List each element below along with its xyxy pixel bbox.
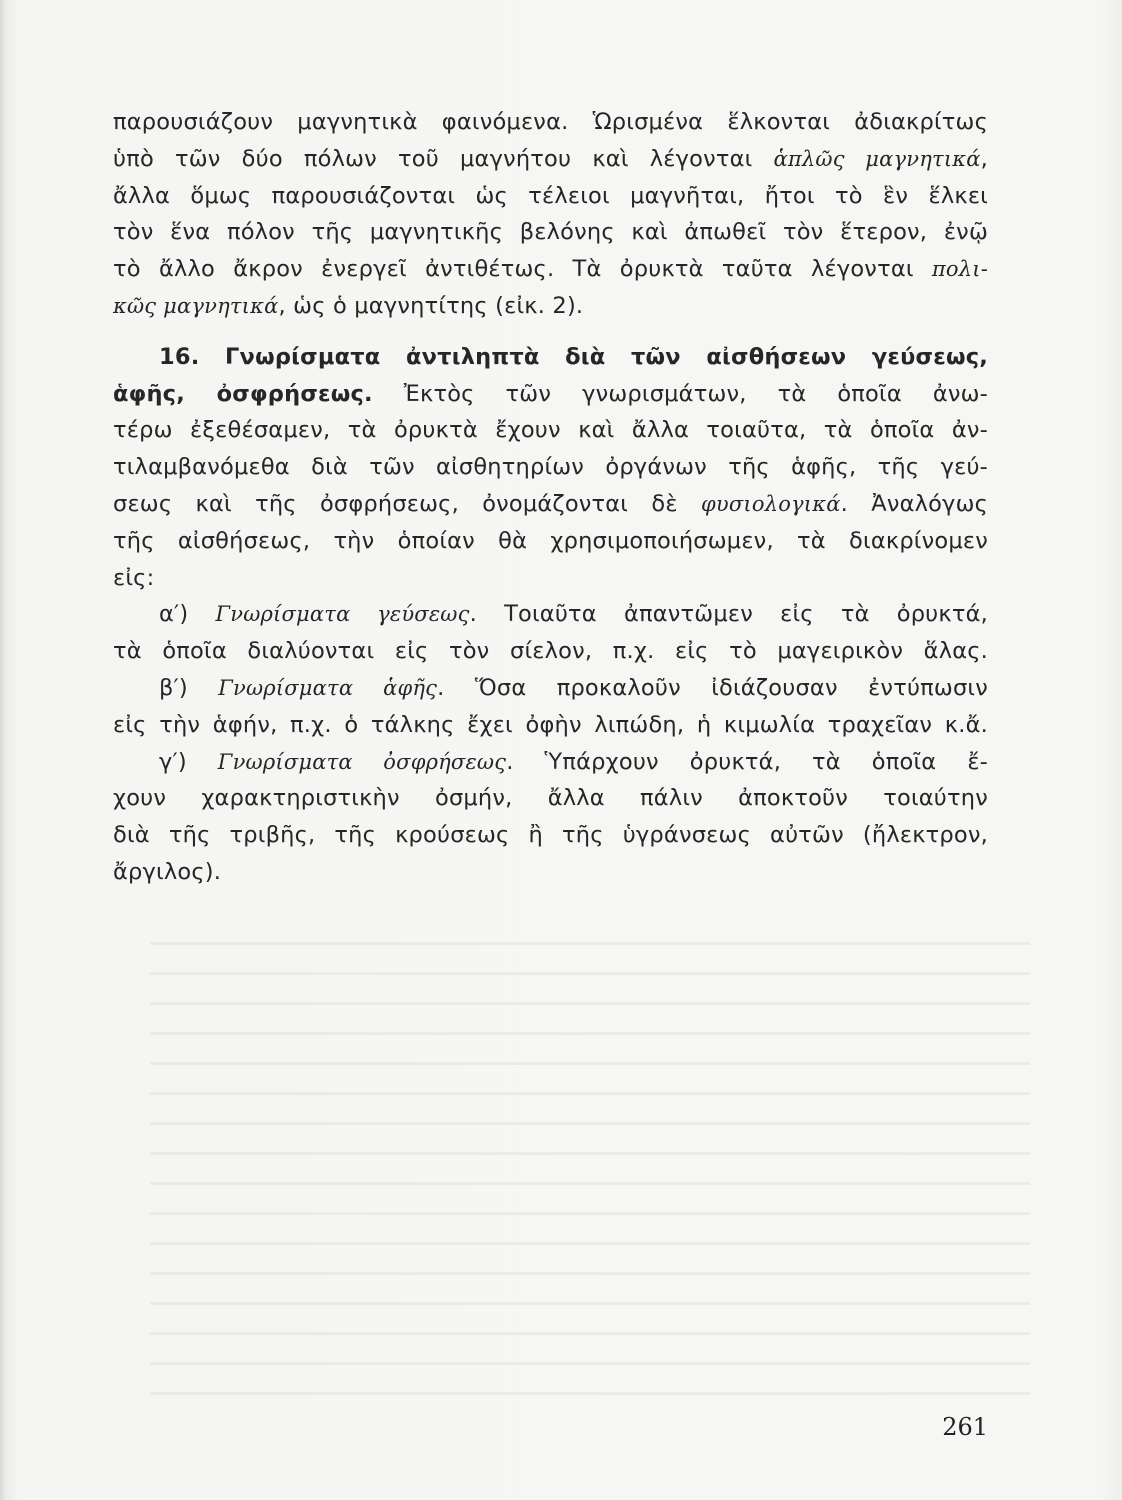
- text-line: κῶς μαγνητικά, ὡς ὁ μαγνητίτης (εἰκ. 2).: [113, 292, 584, 319]
- text-line: διὰ τῆς τριβῆς, τῆς κρούσεως ἢ τῆς ὑγράνσεως αὐτῶν (ἤλεκτρον,: [113, 822, 988, 849]
- section-heading-end: ἁφῆς, ὀσφρήσεως.: [113, 380, 373, 407]
- page-number: 261: [942, 1413, 988, 1441]
- italic-term: ἁπλῶς μαγνητικά: [773, 146, 981, 171]
- text-line: σεως καὶ τῆς ὀσφρήσεως, ὀνομάζονται δὲ φυσιολογικά. Ἀναλόγως: [113, 490, 988, 517]
- text-line: τιλαμβανόμεθα διὰ τῶν αἰσθητηρίων ὀργάνων τῆς ἁφῆς, τῆς γεύ-: [113, 454, 988, 481]
- text-line: εἰς:: [113, 564, 155, 591]
- text-line: τῆς αἰσθήσεως, τὴν ὁποίαν θὰ χρησιμοποιήσωμεν, τὰ διακρίνομεν: [113, 527, 988, 554]
- italic-term: Γνωρίσματα ἁφῆς: [218, 675, 438, 700]
- italic-term: κῶς μαγνητικά: [113, 293, 279, 318]
- section-heading: 16. Γνωρίσματα ἀντιληπτὰ διὰ τῶν αἰσθήσεων γεύσεως,: [159, 343, 988, 370]
- text-line: τὰ ὁποῖα διαλύονται εἰς τὸν σίελον, π.χ. εἰς τὸ μαγειρικὸν ἅλας.: [113, 638, 988, 665]
- italic-term: Γνωρίσματα ὀσφρήσεως: [217, 749, 507, 774]
- italic-term: πολι-: [931, 257, 988, 282]
- list-item-smell: γ′) Γνωρίσματα ὀσφρήσεως. Ὑπάρχουν ὀρυκτά, τὰ ὁποῖα ἔ-: [159, 748, 988, 775]
- text-line: τὸ ἄλλο ἄκρον ἐνεργεῖ ἀντιθέτως. Τὰ ὀρυκτὰ ταῦτα λέγονται πολι-: [113, 256, 988, 283]
- list-item-touch: β′) Γνωρίσματα ἁφῆς. Ὅσα προκαλοῦν ἰδιάζουσαν ἐντύπωσιν: [159, 674, 988, 701]
- text-line: ἄργιλος).: [113, 858, 222, 885]
- text-line: τὸν ἕνα πόλον τῆς μαγνητικῆς βελόνης καὶ ἀπωθεῖ τὸν ἕτερον, ἐνῷ: [113, 219, 988, 246]
- text-line: χουν χαρακτηριστικὴν ὀσμήν, ἄλλα πάλιν ἀποκτοῦν τοιαύτην: [113, 785, 988, 812]
- text-line: ἄλλα ὅμως παρουσιάζονται ὡς τέλειοι μαγνῆται, ἤτοι τὸ ἓν ἕλκει: [113, 182, 988, 209]
- text-line: παρουσιάζουν μαγνητικὰ φαινόμενα. Ὡρισμένα ἕλκονται ἀδιακρίτως: [113, 109, 988, 135]
- bleed-through-texture: [150, 920, 1030, 1420]
- text-line: εἰς τὴν ἁφήν, π.χ. ὁ τάλκης ἔχει ὀφὴν λιπώδη, ἡ κιμωλία τραχεῖαν κ.ἄ.: [113, 711, 988, 738]
- list-item-taste: α′) Γνωρίσματα γεύσεως. Τοιαῦτα ἀπαντῶμεν εἰς τὰ ὀρυκτά,: [159, 601, 988, 628]
- italic-term: Γνωρίσματα γεύσεως: [215, 602, 470, 627]
- text-line: τέρω ἐξεθέσαμεν, τὰ ὀρυκτὰ ἔχουν καὶ ἄλλα τοιαῦτα, τὰ ὁποῖα ἀν-: [113, 417, 988, 444]
- italic-term: φυσιολογικά: [701, 491, 841, 516]
- body-text: [113, 104, 988, 891]
- text-line: ὑπὸ τῶν δύο πόλων τοῦ μαγνήτου καὶ λέγονται ἁπλῶς μαγνητικά,: [113, 145, 988, 172]
- text-line: ἁφῆς, ὀσφρήσεως. Ἐκτὸς τῶν γνωρισμάτων, τὰ ὁποῖα ἀνω-: [113, 380, 988, 407]
